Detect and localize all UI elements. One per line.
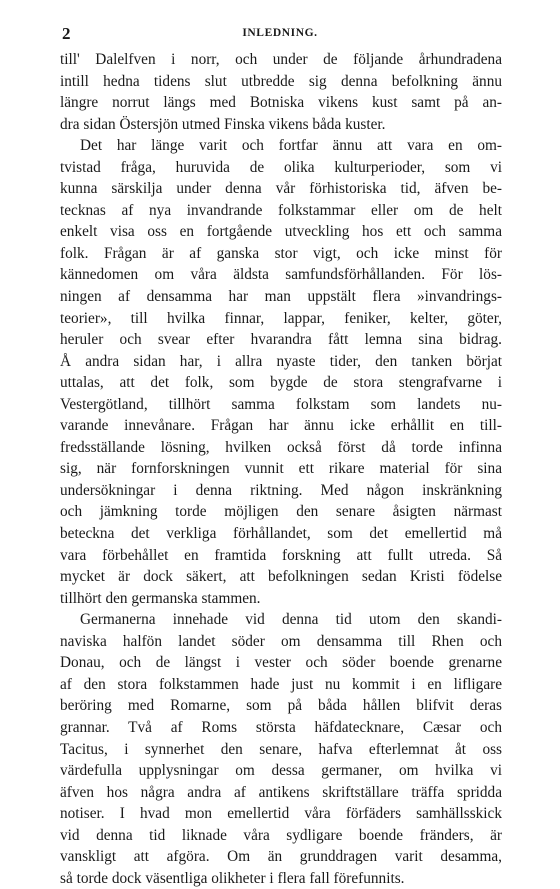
text-line: dra sidan Östersjön utmed Finska vikens båda kuster.	[60, 115, 386, 133]
text-line: kunna särskilja under denna vår förhistoriska tid, äfven be-	[60, 180, 502, 198]
text-line: vanskligt att afgöra. Om än grunddragen varit desamma,	[60, 848, 502, 866]
text-line: fredsställande lösning, hvilken också först då torde infinna	[60, 438, 502, 456]
text-line: vid denna tid liknade våra sydligare boende fränders, är	[60, 826, 502, 844]
text-line: kännedomen om våra äldsta samfundsförhållanden. För lös-	[60, 266, 502, 284]
running-title: INLEDNING.	[242, 27, 318, 39]
text-line: Tacitus, i synnerhet den senare, hafva efterlemnat åt oss	[60, 740, 502, 758]
text-line: undersökningar i denna riktning. Med någon inskränkning	[60, 481, 502, 499]
text-line: värdefulla upplysningar om dessa germaner, om hvilka vi	[60, 762, 502, 780]
text-line: till' Dalelfven i norr, och under de följande århundradena	[60, 51, 502, 68]
text-line: sig, när fornforskningen vunnit ett rikare material för sina	[60, 460, 502, 478]
text-line: Germanerna innehade vid denna tid utom den skandi-	[80, 611, 502, 629]
text-line: tvistad fråga, huruvida de olika kulturperioder, som vi	[60, 158, 502, 176]
text-line: enkelt visa oss en fortgående utveckling hos ett och samma	[60, 223, 502, 241]
text-line: längre norrut längs med Botniska vikens kust samt på an-	[60, 94, 502, 112]
text-line: tecknas af nya invandrande folkstammar eller om de helt	[60, 201, 502, 219]
paragraph	[60, 49, 502, 135]
text-line: så torde dock väsentliga olikheter i flera fall förefunnits.	[60, 869, 405, 887]
text-line: och jämkning torde möjligen den senare åsigten närmast	[60, 503, 502, 521]
text-line: naviska halfön landet söder om densamma till Rhen och	[60, 632, 502, 650]
page-number: 2	[62, 24, 71, 43]
text-line: Det har länge varit och fortfar ännu att vara en om-	[80, 137, 502, 155]
text-line: Å andra sidan har, i allra nyaste tider, den tanken börjat	[60, 352, 502, 370]
text-line: mycket är dock säkert, att befolkningen sedan Kristi födelse	[60, 568, 502, 586]
text-line: Vestergötland, tillhört samma folkstam som landets nu-	[60, 395, 502, 413]
text-line: beteckna det verkliga förhållandet, som det emellertid må	[60, 525, 502, 543]
text-line: notiser. I hvad mon emellertid våra förfäders samhällsskick	[60, 805, 502, 823]
text-line: beröring med Romarne, som på båda hållen blifvit deras	[60, 697, 502, 715]
body-text	[60, 49, 502, 889]
text-line: varande innevånare. Frågan har ännu icke erhållit en till-	[60, 417, 502, 435]
text-line: tillhört den germanska stammen.	[60, 589, 261, 607]
text-line: Donau, och de längst i vester och söder boende grenarne	[60, 654, 502, 672]
text-line: vara förbehållet en framtida forskning att fullt utreda. Så	[60, 546, 502, 564]
text-line: äfven hos några andra af antikens skriftställare träffa spridda	[60, 783, 502, 801]
text-line: grannar. Två af Roms största häfdatecknare, Cæsar och	[60, 718, 502, 736]
page-header	[54, 24, 506, 46]
text-line: teorier», till hvilka finnar, lappar, feniker, kelter, göter,	[60, 309, 502, 327]
text-line: af den stora folkstammen hade just nu kommit i en lifligare	[60, 675, 502, 693]
text-line: uttalas, att det folk, som bygde de stora stengrafvarne i	[60, 374, 502, 392]
text-line: folk. Frågan är af ganska stor vigt, och icke minst för	[60, 244, 502, 262]
text-line: intill hedna tidens slut utbredde sig denna befolkning ännu	[60, 72, 502, 90]
paragraph	[60, 135, 502, 609]
paragraph	[60, 609, 502, 889]
text-line: ningen af densamma har man uppstält flera »invandrings-	[60, 288, 502, 306]
text-line: heruler och svear efter hvarandra fått lemna sina bidrag.	[60, 331, 502, 349]
